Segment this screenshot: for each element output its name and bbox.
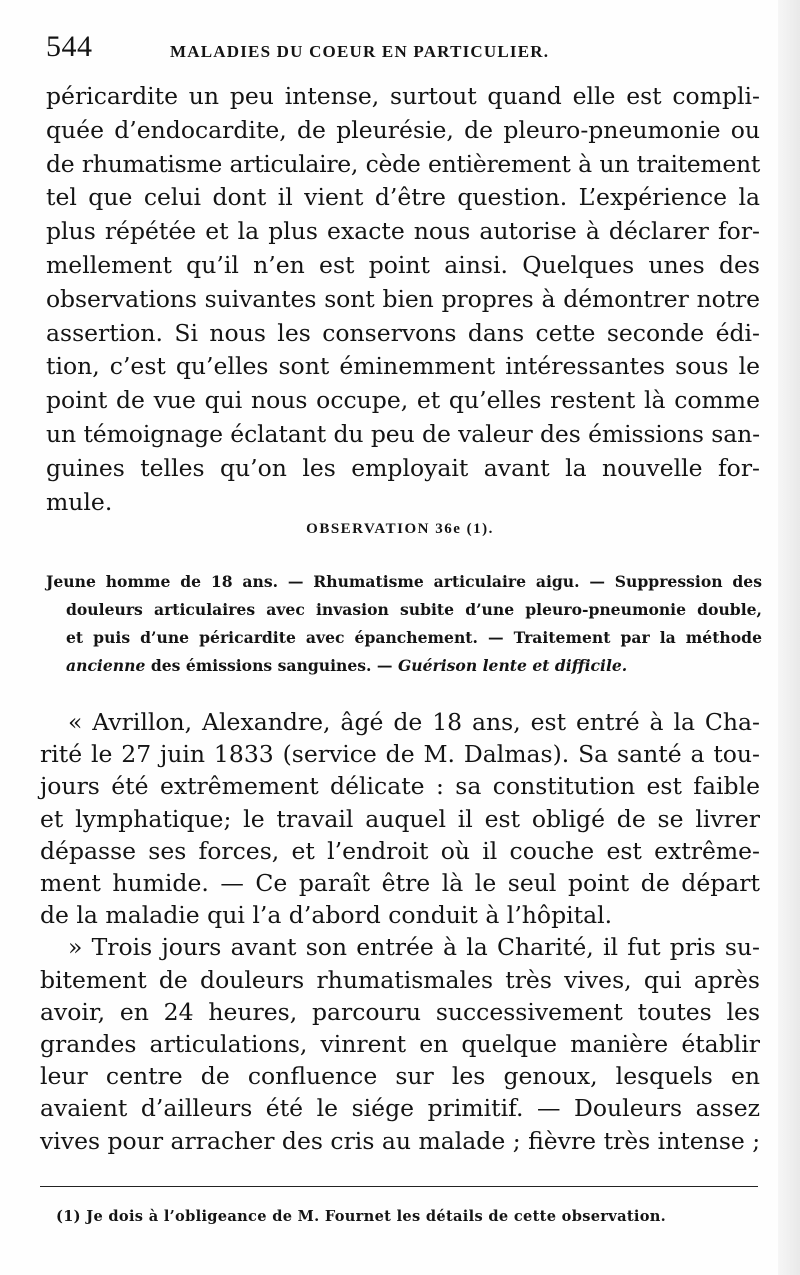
text-line: vives pour arracher des cris au malade ; fièvre très intense ;	[40, 1126, 761, 1155]
text-line: un témoignage éclatant du peu de valeur des émissions san-	[46, 419, 760, 448]
text-line: de rhumatisme articulaire, cède entièrement à un traitement	[46, 149, 760, 178]
running-head: MALADIES DU COEUR EN PARTICULIER.	[170, 42, 550, 61]
summary-line: et puis d’une péricardite avec épanchement. — Traitement par la méthode	[66, 628, 762, 647]
text-line: péricardite un peu intense, surtout quand elle est compli-	[46, 82, 760, 110]
text-line: point de vue qui nous occupe, et qu’elles restent là comme	[46, 386, 760, 415]
text-line: avaient d’ailleurs été le siége primitif. — Douleurs assez	[40, 1094, 760, 1123]
page-number: 544	[46, 30, 93, 63]
observation-summary	[46, 568, 762, 680]
case-narrative	[40, 706, 760, 1157]
text-line: « Avrillon, Alexandre, âgé de 18 ans, est entré à la Cha-	[68, 708, 760, 736]
text-line: tion, c’est qu’elles sont éminemment intéressantes sous le	[46, 352, 760, 381]
text-line: leur centre de confluence sur les genoux, lesquels en	[40, 1062, 760, 1091]
footnote: (1) Je dois à l’obligeance de M. Fournet les détails de cette observation.	[56, 1208, 667, 1225]
text-line: ment humide. — Ce paraît être là le seul point de départ	[40, 869, 760, 898]
page-edge	[778, 0, 800, 1275]
summary-line	[46, 652, 762, 680]
text-line: avoir, en 24 heures, parcouru successivement toutes les	[40, 997, 760, 1026]
summary-italic: ancienne	[66, 656, 146, 675]
text-line: assertion. Si nous les conservons dans cette seconde édi-	[46, 318, 760, 347]
text-line: tel que celui dont il vient d’être question. L’expérience la	[46, 183, 760, 212]
text-line: mule.	[46, 487, 113, 516]
page-header	[46, 30, 756, 80]
summary-line: Jeune homme de 18 ans. — Rhumatisme articulaire aigu. — Suppression des	[46, 572, 762, 591]
paragraph-intro	[46, 80, 760, 519]
text-line: guines telles qu’on les employait avant la nouvelle for-	[46, 453, 760, 482]
observation-title: OBSERVATION 36e (1).	[306, 521, 494, 537]
text-line: dépasse ses forces, et l’endroit où il couche est extrême-	[40, 836, 760, 865]
text-line: quée d’endocardite, de pleurésie, de pleuro-pneumonie ou	[46, 115, 760, 144]
text-line: de la maladie qui l’a d’abord conduit à l’hôpital.	[40, 901, 613, 930]
summary-line: douleurs articulaires avec invasion subite d’une pleuro-pneumonie double,	[66, 600, 762, 619]
footnote-rule	[40, 1186, 758, 1187]
text-line: plus répétée et la plus exacte nous autorise à déclarer for-	[46, 217, 760, 246]
text-line: bitement de douleurs rhumatismales très vives, qui après	[40, 965, 760, 994]
text-line: » Trois jours avant son entrée à la Charité, il fut pris su-	[68, 933, 760, 962]
text-line: et lymphatique; le travail auquel il est obligé de se livrer	[40, 804, 760, 833]
text-line: rité le 27 juin 1833 (service de M. Dalmas). Sa santé a tou-	[40, 740, 760, 769]
text-line: grandes articulations, vinrent en quelque manière établir	[40, 1030, 760, 1059]
summary-plain: des émissions sanguines. —	[145, 656, 398, 675]
summary-italic: Guérison lente et difficile.	[397, 656, 628, 675]
text-line: observations suivantes sont bien propres à démontrer notre	[46, 284, 760, 313]
text-line: jours été extrêmement délicate : sa constitution est faible	[40, 772, 760, 801]
text-line: mellement qu’il n’en est point ainsi. Quelques unes des	[46, 250, 760, 279]
